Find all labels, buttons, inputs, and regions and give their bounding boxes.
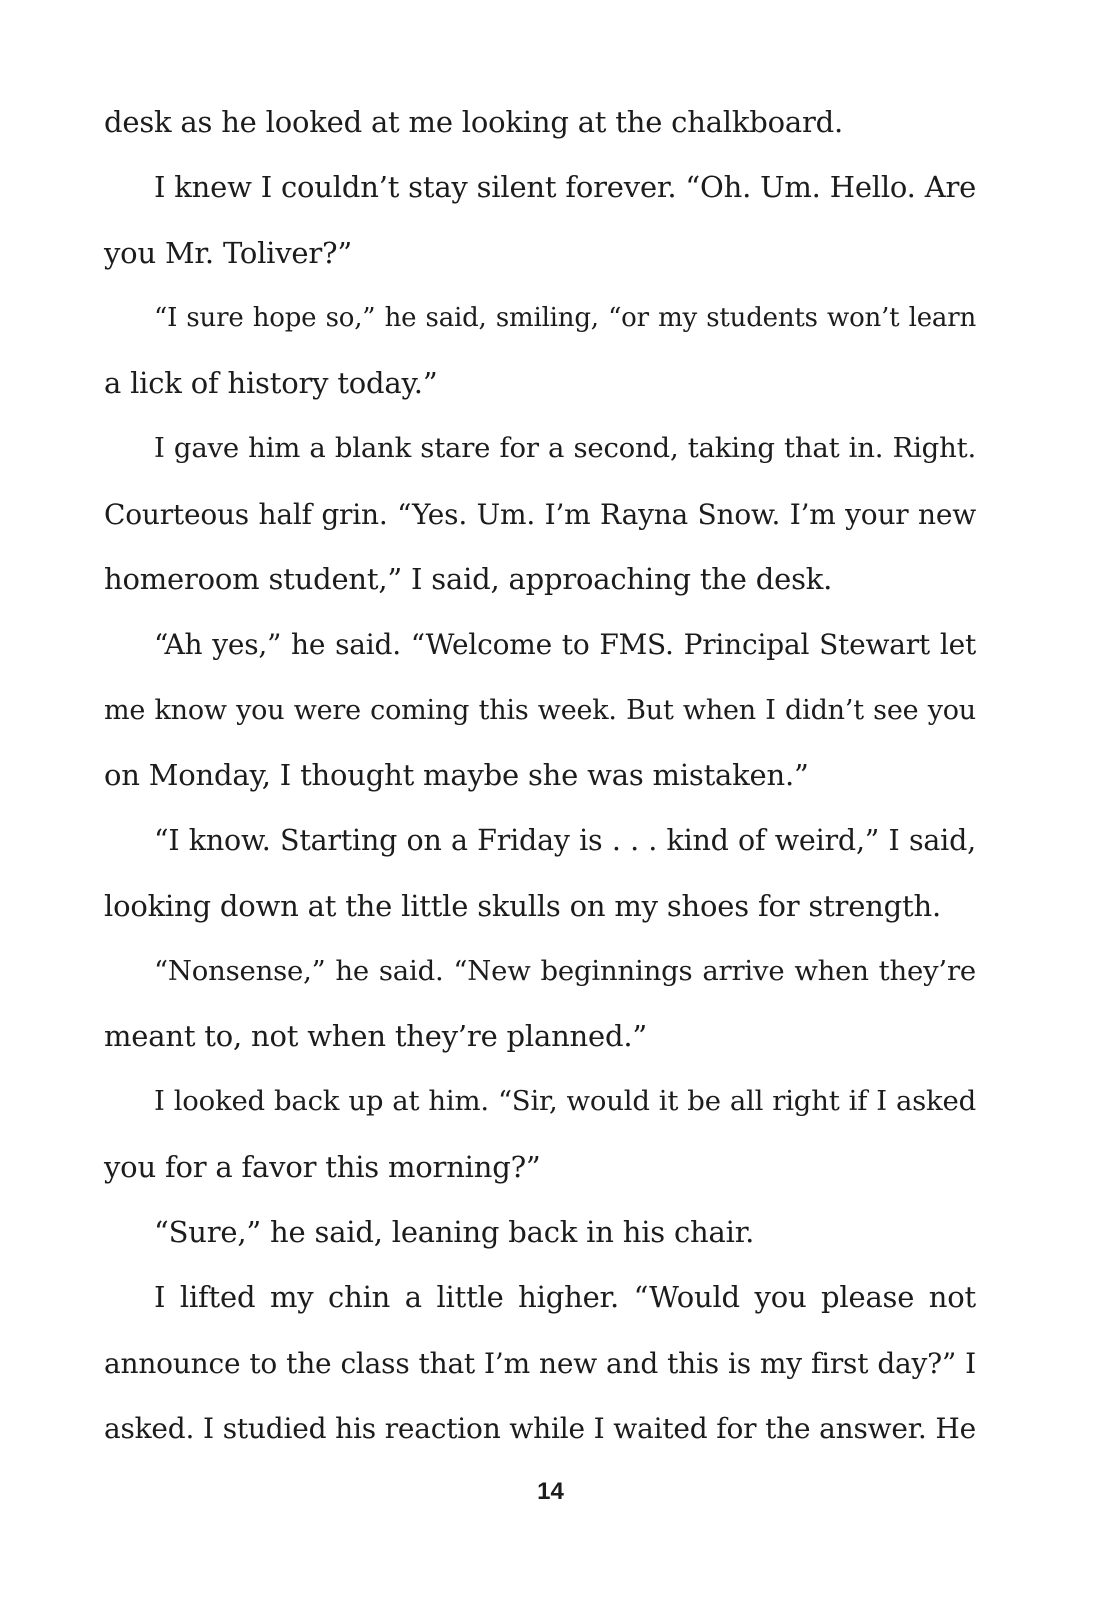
- text-line: “I sure hope so,” he said, smiling, “or my students won’t learn: [154, 302, 976, 333]
- text-line: I lifted my chin a little higher. “Would you please not: [154, 1280, 976, 1315]
- text-line: looking down at the little skulls on my shoes for strength.: [104, 888, 941, 923]
- text-line: I knew I couldn’t stay silent forever. “Oh. Um. Hello. Are: [154, 170, 977, 205]
- text-line: homeroom student,” I said, approaching the desk.: [104, 562, 833, 597]
- text-line: meant to, not when they’re planned.”: [104, 1019, 648, 1054]
- body-text: [104, 90, 976, 1461]
- text-line: “I know. Starting on a Friday is . . . kind of weird,” I said,: [154, 824, 976, 858]
- text-line: me know you were coming this week. But when I didn’t see you: [104, 694, 976, 726]
- text-line: desk as he looked at me looking at the chalkboard.: [104, 105, 843, 139]
- text-line: announce to the class that I’m new and this is my first day?” I: [104, 1346, 976, 1380]
- text-line: I looked back up at him. “Sir, would it be all right if I asked: [154, 1085, 976, 1118]
- text-line: I gave him a blank stare for a second, taking that in. Right.: [154, 432, 976, 465]
- text-line: “Ah yes,” he said. “Welcome to FMS. Principal Stewart let: [154, 628, 976, 662]
- text-line: “Nonsense,” he said. “New beginnings arrive when they’re: [154, 954, 976, 987]
- text-line: asked. I studied his reaction while I waited for the answer. He: [104, 1411, 976, 1445]
- page-number: 14: [537, 1478, 564, 1505]
- text-line: a lick of history today.”: [104, 366, 438, 401]
- text-line: Courteous half grin. “Yes. Um. I’m Rayna Snow. I’m your new: [104, 497, 976, 531]
- text-line: you for a favor this morning?”: [104, 1149, 541, 1184]
- text-line: “Sure,” he said, leaning back in his chair.: [154, 1215, 755, 1250]
- text-line: you Mr. Toliver?”: [104, 235, 353, 270]
- text-line: on Monday, I thought maybe she was mistaken.”: [104, 757, 809, 792]
